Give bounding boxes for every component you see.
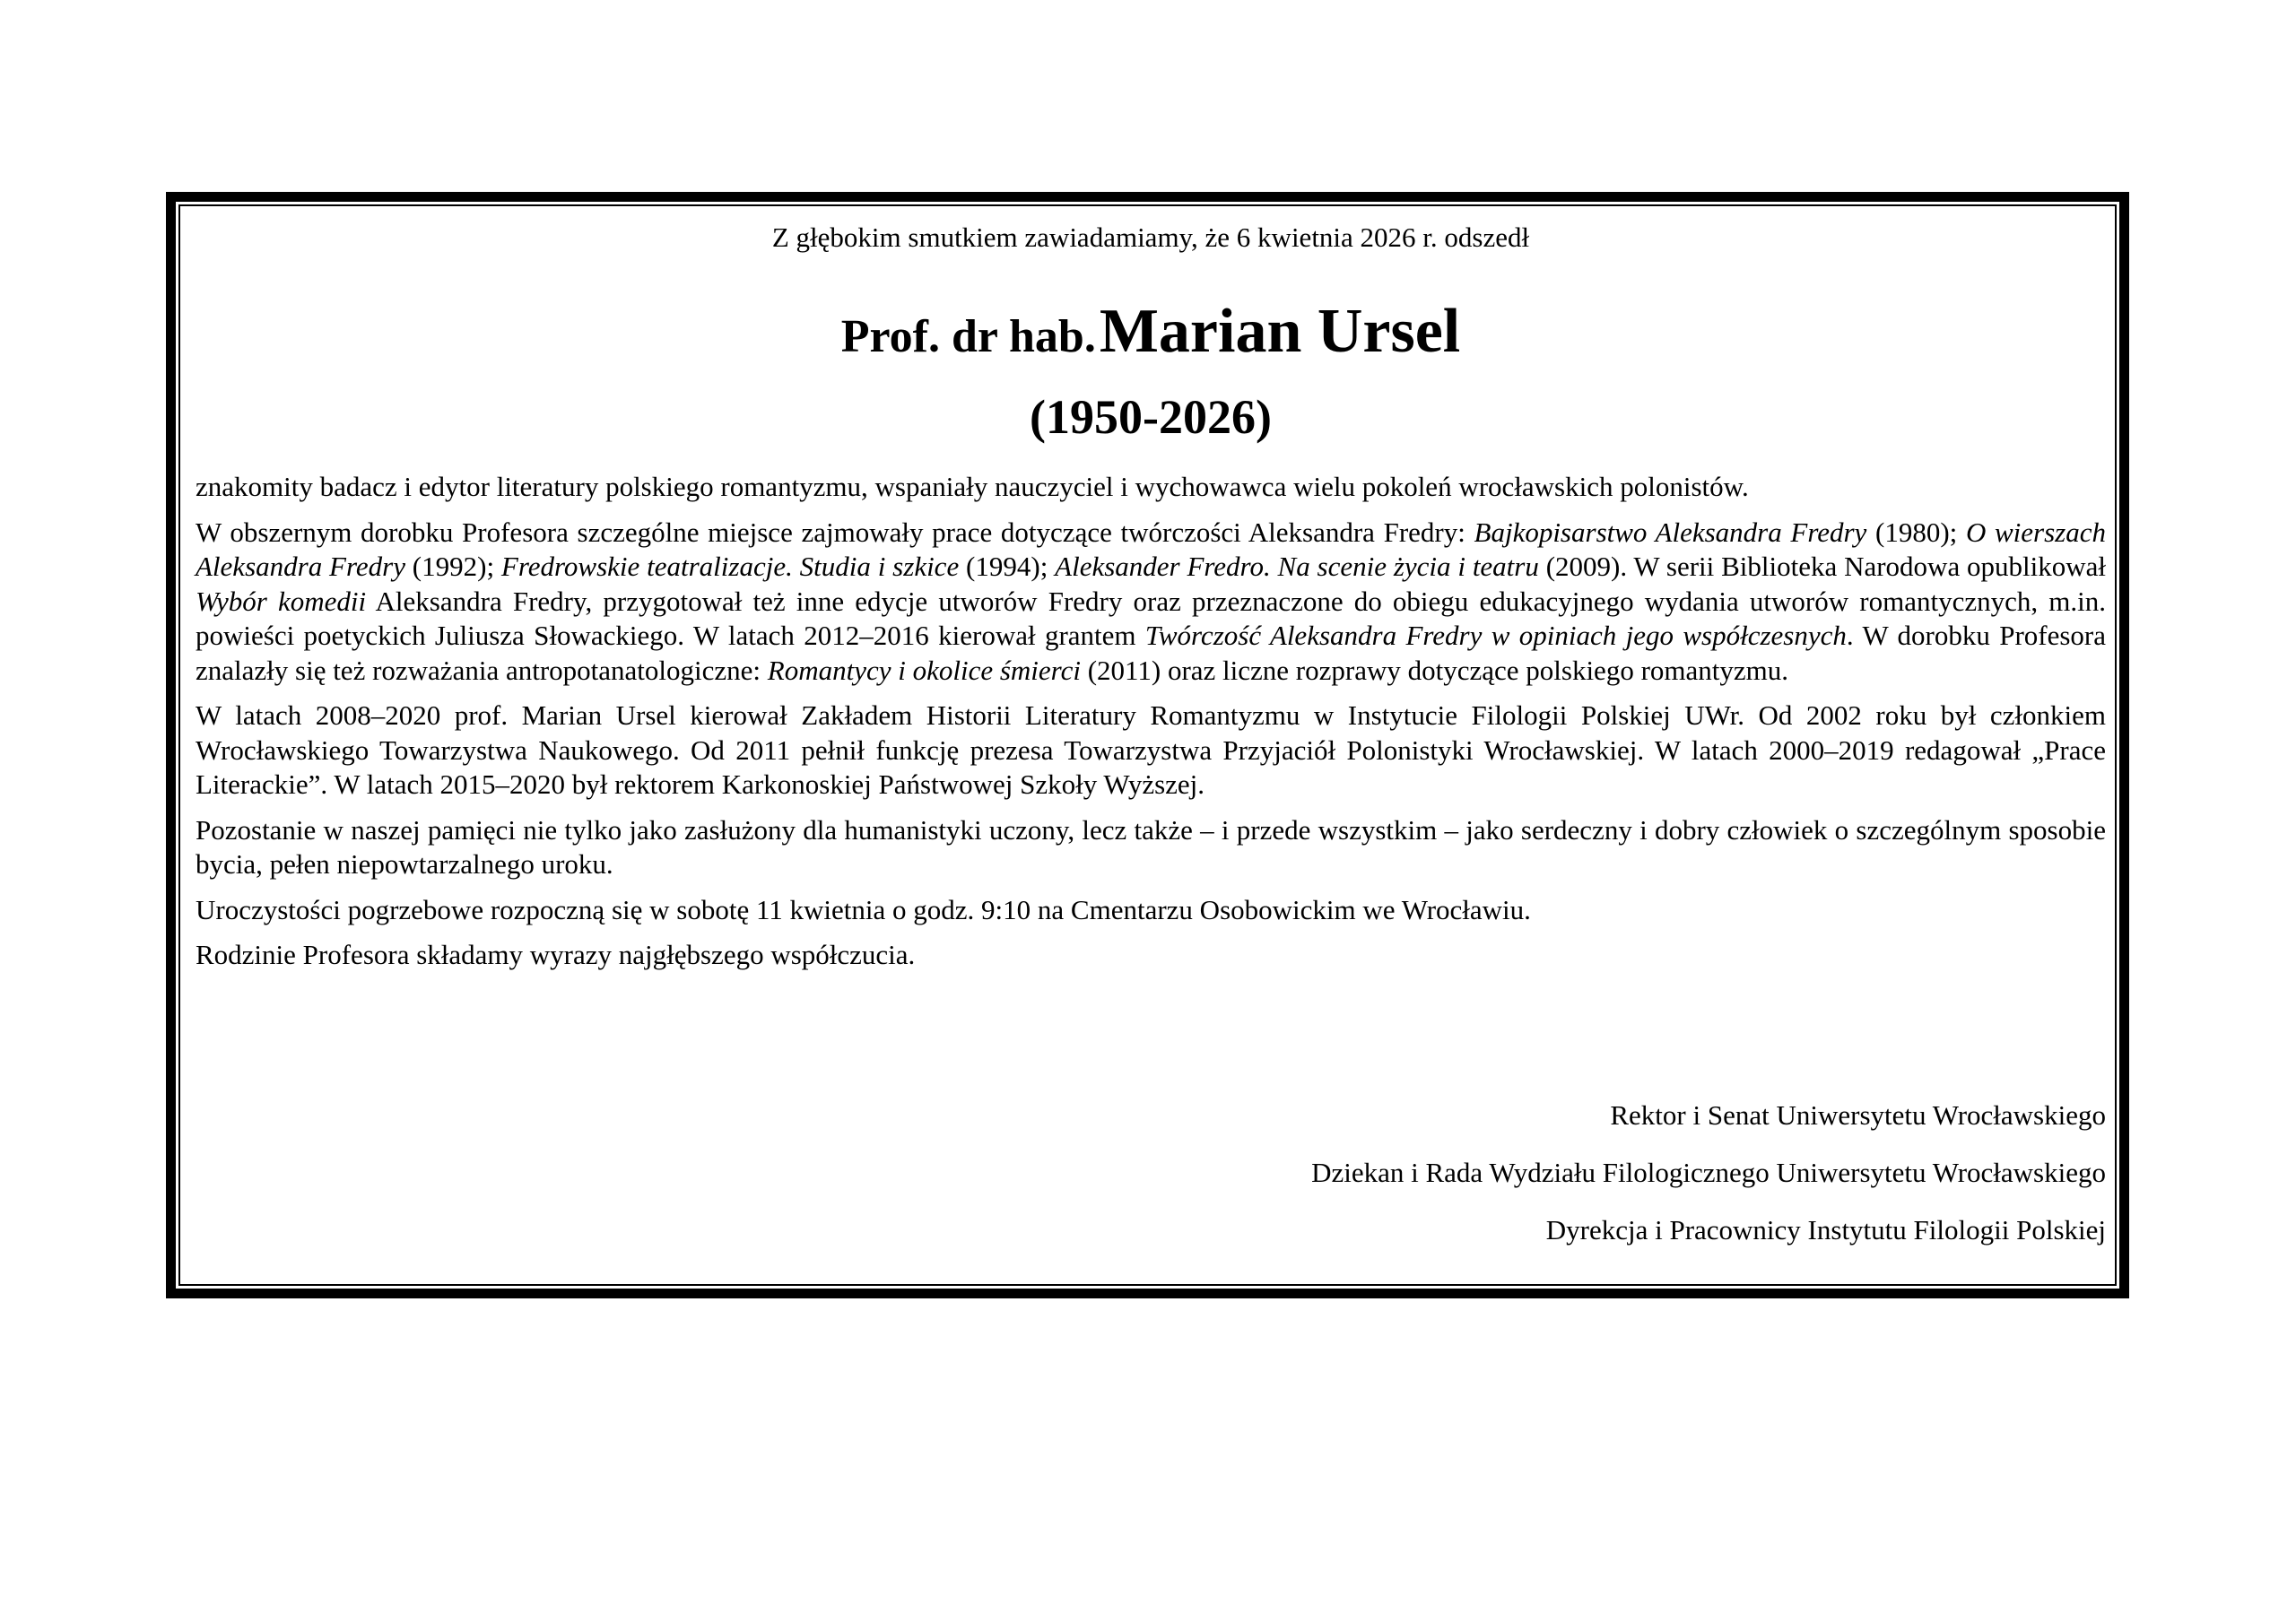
deceased-name: Marian Ursel — [1099, 297, 1461, 366]
paragraph-remembrance: Pozostanie w naszej pamięci nie tylko jako zasłużony dla humanistyki uczony, lecz także – i przede wszystkim – jako serdeczny i dobry człowiek o szczególnym sposobie bycia, pełen niepowtarzalnego uroku. — [196, 813, 2106, 880]
deceased-title — [196, 296, 2106, 384]
paragraph-career: W latach 2008–2020 prof. Marian Ursel kierował Zakładem Historii Literatury Romantyzmu w Instytucie Filologii Polskiej UWr. Od 2002 roku był członkiem Wrocławskiego Towarzystwa Naukowego. Od 2011 pełnił funkcję prezesa Towarzystwa Przyjaciół Polonistyki Wrocławskiej. W latach 2000–2019 redagował „Prace Literackie”. W latach 2015–2020 był rektorem Karkonoskiej Państwowej Szkoły Wyższej. — [196, 699, 2106, 800]
signature-dean-faculty: Dziekan i Rada Wydziału Filologicznego Uniwersytetu Wrocławskiego — [1311, 1157, 2106, 1188]
book-title: Aleksander Fredro. Na scenie życia i teatru — [1055, 551, 1539, 582]
obituary-body — [196, 470, 2106, 984]
book-title: Fredrowskie teatralizacje. Studia i szkice — [500, 551, 960, 582]
text-segment: (2011) oraz liczne rozprawy dotyczące polskiego romantyzmu. — [1080, 654, 1789, 686]
text-segment: Aleksandra Fredry, przygotował też inne edycje utworów Fredry oraz przeznaczone do obiegu edukacyjnego wydania utworów romantycznych, m.in. powieści poetyckich Juliusza Słowackiego. W latach 2012–2016 kierował grantem — [196, 585, 2106, 651]
book-title: Romantycy i okolice śmierci — [767, 654, 1081, 686]
paragraph-description: znakomity badacz i edytor literatury polskiego romantyzmu, wspaniały nauczyciel i wychowawca wielu pokoleń wrocławskich polonistów. — [196, 471, 1749, 502]
paragraph-funeral-info: Uroczystości pogrzebowe rozpoczną się w sobotę 11 kwietnia o godz. 9:10 na Cmentarzu Osobowickim we Wrocławiu. — [196, 893, 1531, 925]
book-title: O wierszach Aleksandra Fredry — [196, 516, 2106, 582]
obituary-frame-outer-border — [166, 192, 2129, 1298]
text-segment: (2009). W serii Biblioteka Narodowa opublikował — [1538, 551, 2107, 582]
obituary-content — [196, 206, 2106, 1284]
book-title: Wybór komedii — [196, 585, 367, 617]
text-segment: (1992); — [404, 551, 501, 582]
life-years: (1950-2026) — [1030, 390, 1272, 444]
announcement-intro: Z głębokim smutkiem zawiadamiamy, że 6 kwietnia 2026 r. odszedł — [771, 221, 1530, 253]
text-segment: (1980); — [1866, 516, 1966, 548]
grant-title: Twórczość Aleksandra Fredry w opiniach jego współczesnych — [1144, 620, 1847, 651]
signature-rector-senate: Rektor i Senat Uniwersytetu Wrocławskiego — [1610, 1099, 2106, 1131]
academic-title: Prof. dr hab. — [840, 311, 1096, 362]
text-segment: W obszernym dorobku Profesora szczególne miejsce zajmowały prace dotyczące twórczości Aleksandra Fredry: — [196, 516, 1474, 548]
obituary-frame-inner-border — [178, 204, 2117, 1286]
book-title: Bajkopisarstwo Aleksandra Fredry — [1474, 516, 1867, 548]
signatures — [1311, 1098, 2106, 1271]
paragraph-works — [196, 516, 2106, 689]
text-segment: . W dorobku Profesora znalazły się też rozważania antropotanatologiczne: — [196, 620, 2106, 686]
signature-institute: Dyrekcja i Pracownicy Instytutu Filologii Polskiej — [1545, 1214, 2106, 1245]
text-segment: (1994); — [959, 551, 1056, 582]
paragraph-condolences: Rodzinie Profesora składamy wyrazy najgłębszego współczucia. — [196, 939, 916, 970]
